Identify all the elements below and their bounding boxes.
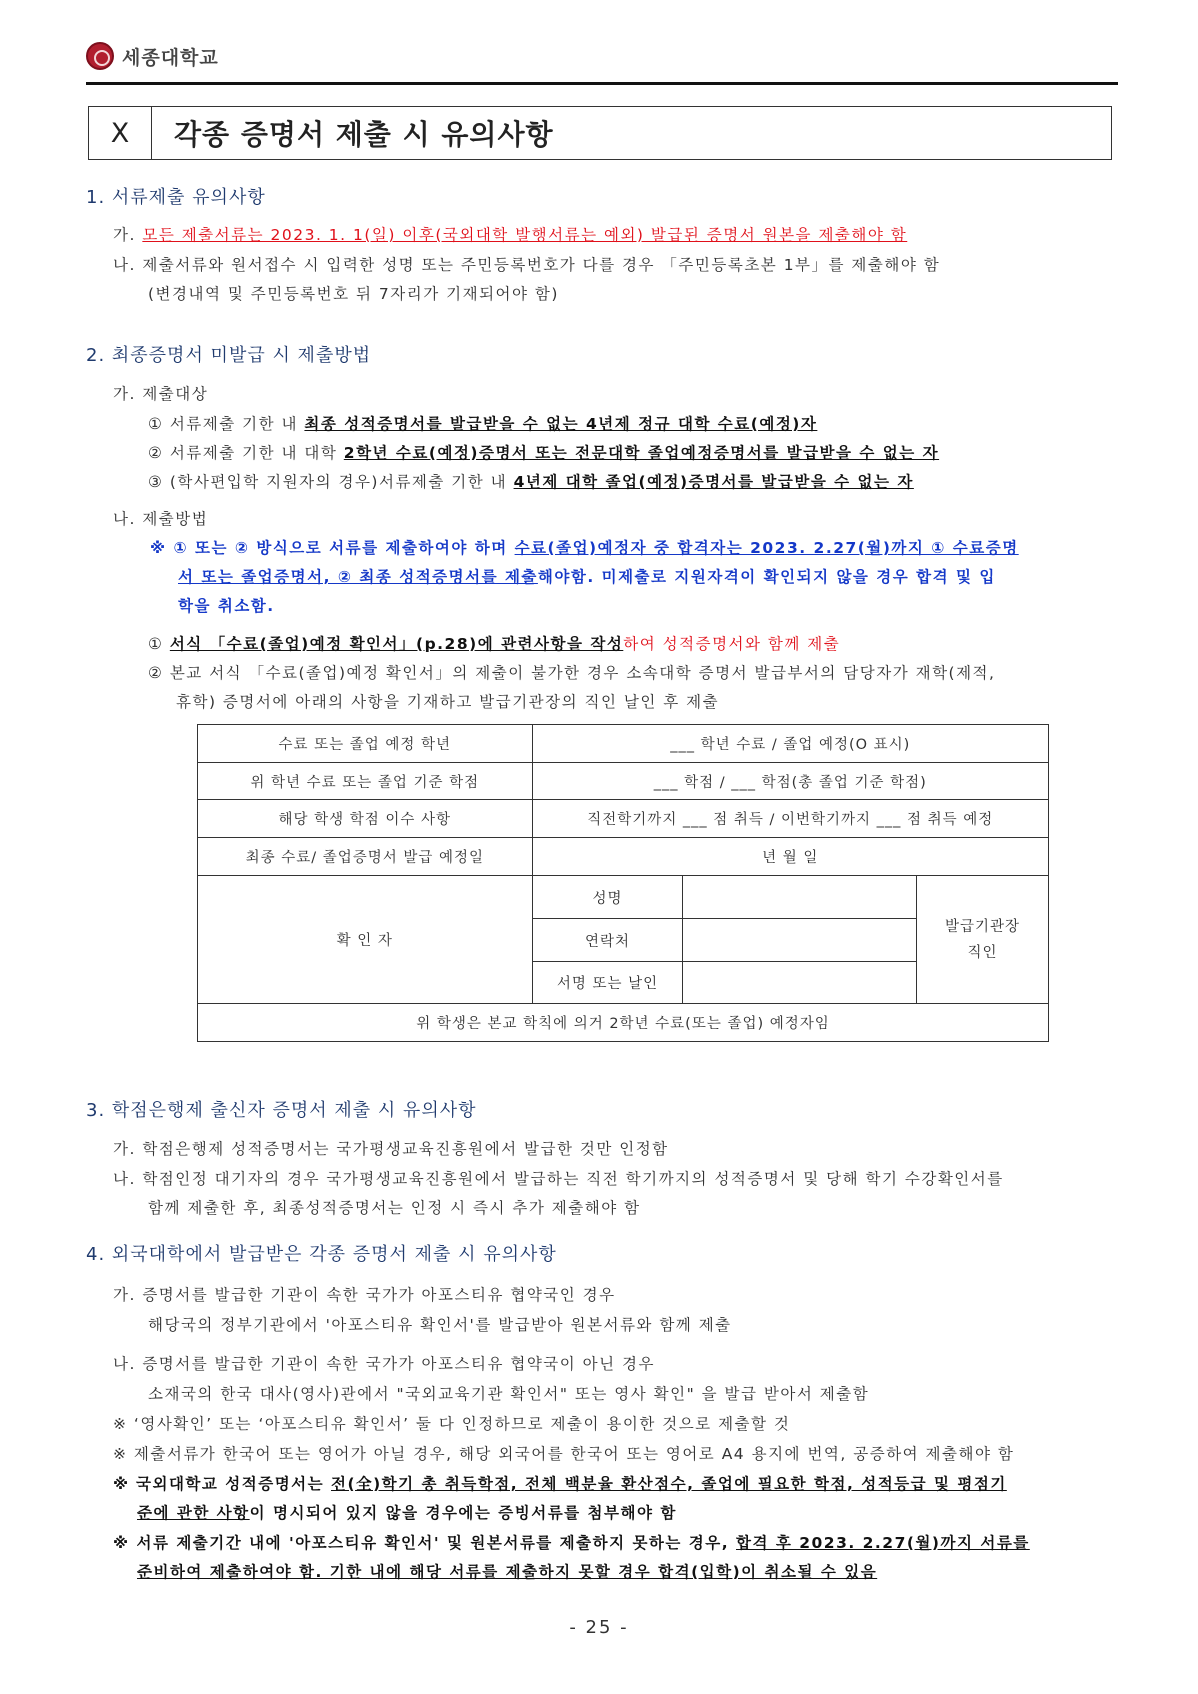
s2-note-1a: ① 또는 ② 방식으로 서류를 제출하여야 하며	[173, 539, 515, 557]
name-field	[683, 876, 917, 919]
s2-method-1-bold: 서식 「수료(졸업)예정 확인서」(p.28)에 관련사항을 작성	[169, 635, 624, 653]
s2-target-3-bold: 4년제 대학 졸업(예정)증명서를 발급받을 수 없는 자	[513, 473, 914, 491]
s4-note-4	[113, 1531, 1030, 1553]
section-title: 각종 증명서 제출 시 유의사항	[174, 118, 554, 151]
contact-field	[683, 919, 917, 962]
s4-note-3d: 이 명시되어 있지 않을 경우에는 증빙서류를 첨부해야 함	[249, 1504, 677, 1522]
s2-target-2	[148, 441, 939, 463]
s4-note-1: ※ ‘영사확인’ 또는 ‘아포스티유 확인서’ 둘 다 인정하므로 제출이 용이한 것으로 제출할 것	[113, 1415, 791, 1433]
s3-item-na: 나. 학점인정 대기자의 경우 국가평생교육진흥원에서 발급하는 직전 학기까지의 성적증명서 및 당해 학기 수강확인서를	[113, 1170, 1004, 1188]
seal-cell	[917, 876, 1049, 1004]
s2-note-2b: 해야함. 미제출로 지원자격이 확인되지 않을 경우 합격 및 입	[537, 568, 996, 586]
s2-note-line-3: 학을 취소함.	[178, 597, 275, 615]
heading-4: 4. 외국대학에서 발급받은 각종 증명서 제출 시 유의사항	[86, 1244, 557, 1265]
table-row	[198, 876, 1049, 919]
sign-field	[683, 962, 917, 1004]
seal-label-1: 발급기관장	[945, 918, 1021, 935]
header-divider	[86, 82, 1118, 85]
s1-ga-prefix: 가.	[113, 226, 136, 244]
table-row	[198, 763, 1049, 800]
s4-note-2: ※ 제출서류가 한국어 또는 영어가 아닐 경우, 해당 외국어를 한국어 또는 영어로 A4 용지에 번역, 공증하여 제출해야 함	[113, 1445, 1015, 1463]
contact-label: 연락처	[532, 919, 683, 962]
s2-note-mark: ※	[150, 539, 167, 557]
s2-note-line-2	[178, 565, 996, 587]
heading-3: 3. 학점은행제 출신자 증명서 제출 시 유의사항	[86, 1100, 477, 1121]
seal-label-2: 직인	[967, 944, 998, 961]
s4-note-3c: 준에 관한 사항	[137, 1504, 250, 1522]
s4-note-3-cont	[137, 1501, 677, 1523]
table-label: 최종 수료/ 졸업증명서 발급 예정일	[198, 838, 533, 876]
s2-target-1	[148, 412, 817, 434]
heading-2: 2. 최종증명서 미발급 시 제출방법	[86, 345, 372, 366]
university-name: 세종대학교	[122, 46, 219, 69]
s2-item-ga: 가. 제출대상	[113, 385, 209, 403]
page-header	[86, 42, 219, 70]
s3-item-ga: 가. 학점은행제 성적증명서는 국가평생교육진흥원에서 발급한 것만 인정함	[113, 1140, 669, 1158]
s2-item-na: 나. 제출방법	[113, 510, 209, 528]
s4-note-3	[113, 1472, 1007, 1494]
s4-note-4b: 합격 후 2023. 2.27(월)까지 서류를	[736, 1534, 1030, 1552]
s4-note-4a: 서류 제출기간 내에 '아포스티유 확인서' 및 원본서류를 제출하지 못하는 경우,	[136, 1534, 736, 1552]
table-label: 위 학년 수료 또는 졸업 기준 학점	[198, 763, 533, 800]
table-row	[198, 838, 1049, 876]
table-label: 해당 학생 학점 이수 사항	[198, 800, 533, 838]
s2-target-3-pre: ③ (학사편입학 지원자의 경우)서류제출 기한 내	[148, 473, 514, 491]
table-value: 직전학기까지 ___ 점 취득 / 이번학기까지 ___ 점 취득 예정	[532, 800, 1048, 838]
heading-1: 1. 서류제출 유의사항	[86, 187, 266, 208]
name-label: 성명	[532, 876, 683, 919]
university-seal-icon	[86, 42, 114, 70]
table-row	[198, 1004, 1049, 1042]
s4-note-4-cont: 준비하여 제출하여야 함. 기한 내에 해당 서류를 제출하지 못할 경우 합격(입학)이 취소될 수 있음	[137, 1563, 878, 1581]
s2-method-1-num: ①	[148, 635, 170, 653]
s4-item-na: 나. 증명서를 발급한 기관이 속한 국가가 아포스티유 협약국이 아닌 경우	[113, 1355, 655, 1373]
s4-item-na-cont: 소재국의 한국 대사(영사)관에서 "국외교육기관 확인서" 또는 영사 확인" 을 발급 받아서 제출함	[148, 1385, 870, 1403]
s4-note-3-mark: ※	[113, 1475, 130, 1493]
s1-na-prefix: 나.	[113, 256, 136, 274]
s2-note-line-1	[150, 536, 1019, 558]
s1-na-text: 제출서류와 원서접수 시 입력한 성명 또는 주민등록번호가 다를 경우 「주민등록초본 1부」를 제출해야 함	[142, 256, 941, 274]
section-title-box	[88, 106, 1112, 160]
confirmation-table	[197, 724, 1049, 1042]
s2-target-2-bold: 2학년 수료(예정)증명서 또는 전문대학 졸업예정증명서를 발급받을 수 없는 자	[343, 444, 940, 462]
s4-note-3a: 국외대학교 성적증명서는	[136, 1475, 332, 1493]
table-value: ___ 학년 수료 / 졸업 예정(O 표시)	[532, 725, 1048, 763]
page-number: - 25 -	[569, 1617, 629, 1638]
s4-item-ga-cont: 해당국의 정부기관에서 '아포스티유 확인서'를 발급받아 원본서류와 함께 제출	[148, 1316, 732, 1334]
s2-method-1-rest: 하여 성적증명서와 함께 제출	[623, 635, 841, 653]
s2-note-1b: 수료(졸업)예정자 중 합격자는 2023. 2.27(월)까지 ① 수료증명	[514, 539, 1019, 557]
table-row	[198, 800, 1049, 838]
s2-note-2a: 서 또는 졸업증명서, ② 최종 성적증명서를 제출	[178, 568, 538, 586]
section-number: X	[89, 107, 152, 159]
s1-item-na	[113, 253, 940, 275]
s2-target-3	[148, 470, 914, 492]
table-label: 수료 또는 졸업 예정 학년	[198, 725, 533, 763]
s2-target-1-bold: 최종 성적증명서를 발급받을 수 없는 4년제 정규 대학 수료(예정)자	[304, 415, 818, 433]
s1-item-na-cont: (변경내역 및 주민등록번호 뒤 7자리가 기재되어야 함)	[148, 285, 559, 303]
sign-label: 서명 또는 날인	[532, 962, 683, 1004]
s4-note-3b: 전(全)학기 총 취득학점, 전체 백분율 환산점수, 졸업에 필요한 학점, 성적등급 및 평점기	[331, 1475, 1007, 1493]
s2-method-2: ② 본교 서식 「수료(졸업)예정 확인서」의 제출이 불가한 경우 소속대학 증명서 발급부서의 담당자가 재학(제적,	[148, 664, 996, 682]
table-row	[198, 725, 1049, 763]
s2-method-1	[148, 632, 840, 654]
s1-item-ga	[113, 223, 907, 245]
s1-ga-text: 모든 제출서류는 2023. 1. 1(일) 이후(국외대학 발행서류는 예외) 발급된 증명서 원본을 제출해야 함	[142, 226, 908, 244]
s2-target-2-pre: ② 서류제출 기한 내 대학	[148, 444, 344, 462]
s2-target-1-pre: ① 서류제출 기한 내	[148, 415, 305, 433]
table-footer: 위 학생은 본교 학칙에 의거 2학년 수료(또는 졸업) 예정자임	[198, 1004, 1049, 1042]
table-value: 년 월 일	[532, 838, 1048, 876]
s4-note-4-mark: ※	[113, 1534, 130, 1552]
s3-item-na-cont: 함께 제출한 후, 최종성적증명서는 인정 시 즉시 추가 제출해야 함	[148, 1199, 641, 1217]
table-value: ___ 학점 / ___ 학점(총 졸업 기준 학점)	[532, 763, 1048, 800]
s2-method-2-cont: 휴학) 증명서에 아래의 사항을 기재하고 발급기관장의 직인 날인 후 제출	[176, 693, 720, 711]
confirmer-label: 확 인 자	[198, 876, 533, 1004]
s4-item-ga: 가. 증명서를 발급한 기관이 속한 국가가 아포스티유 협약국인 경우	[113, 1286, 616, 1304]
